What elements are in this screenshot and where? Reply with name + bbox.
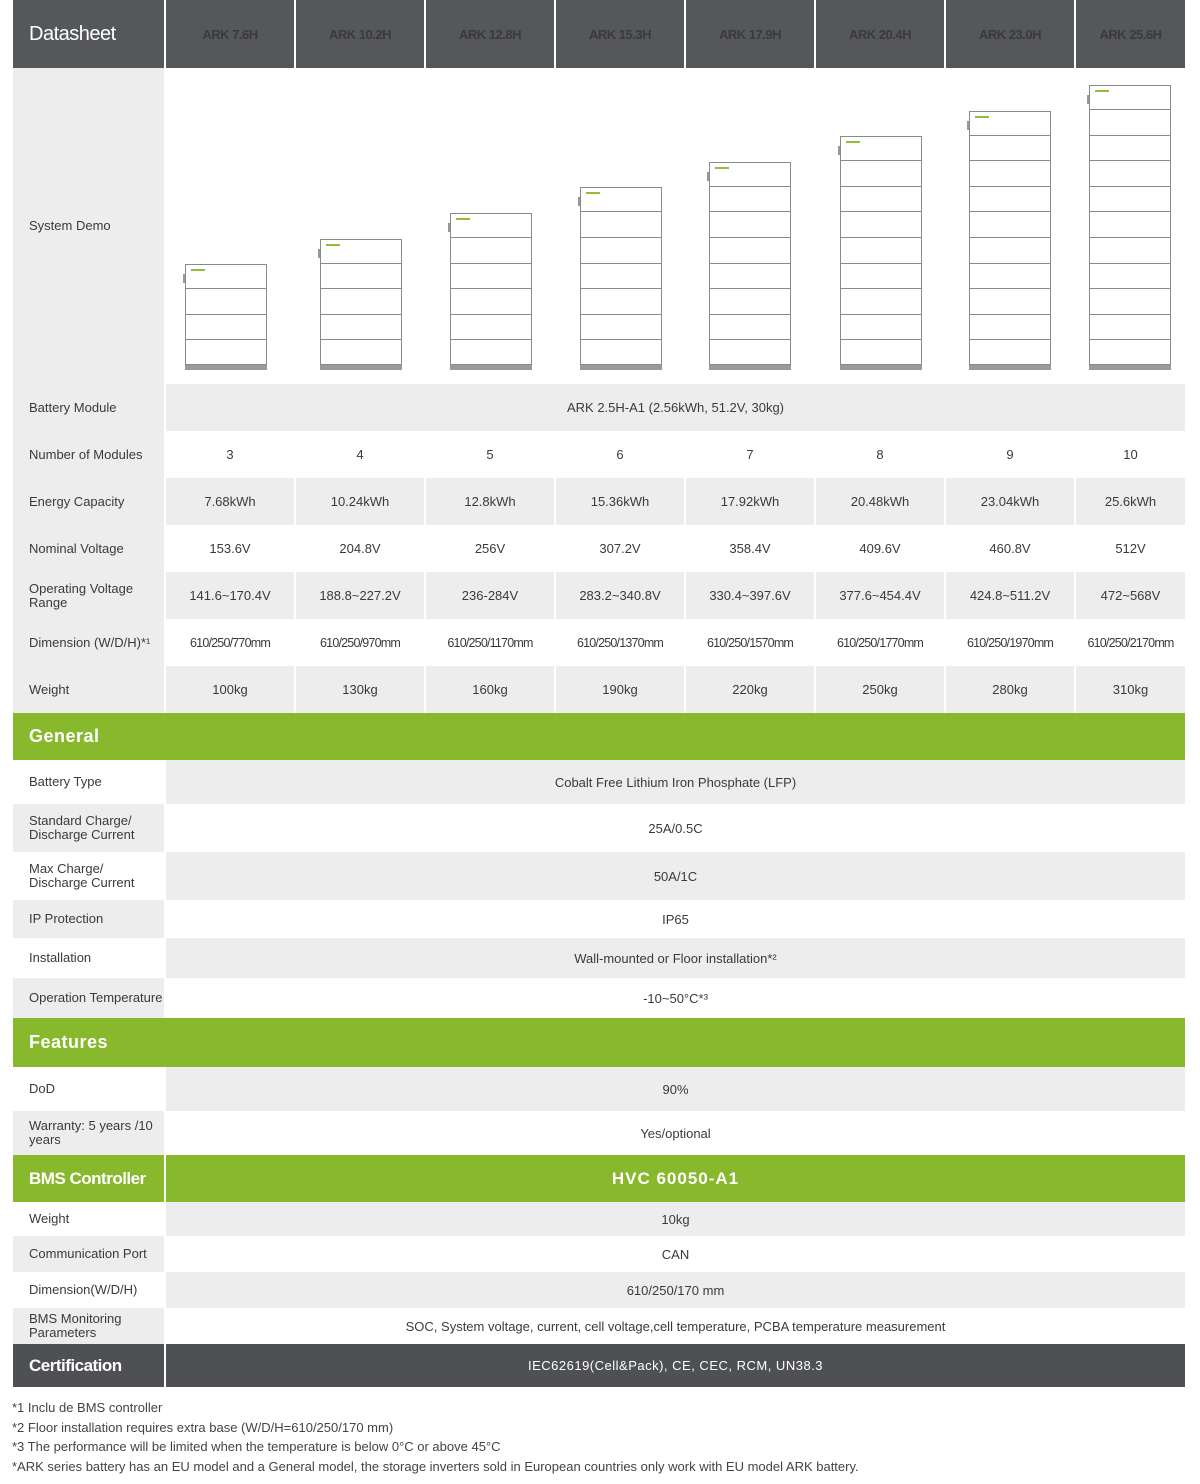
battery-module-shape — [450, 339, 532, 365]
battery-stack-image — [1089, 85, 1171, 370]
bms-controller-shape — [185, 264, 267, 288]
spec-row-weight — [13, 666, 1185, 713]
battery-module-shape — [840, 160, 922, 186]
bms-controller-shape — [580, 187, 662, 211]
battery-module-shape — [185, 314, 267, 340]
spec-row — [13, 852, 1185, 900]
stack-base-shape — [450, 365, 532, 370]
spec-value: 10kg — [661, 1211, 690, 1227]
spec-value: 280kg — [946, 666, 1076, 713]
battery-module-shape — [709, 339, 791, 365]
spec-value: ARK 2.5H-A1 (2.56kWh, 51.2V, 30kg) — [566, 400, 785, 415]
battery-module-shape — [709, 314, 791, 340]
battery-module-shape — [969, 160, 1051, 186]
spec-value: 220kg — [686, 666, 816, 713]
spec-value: 8 — [816, 431, 946, 478]
spec-value: 5 — [426, 431, 556, 478]
spec-label: Dimension (W/D/H)*¹ — [13, 619, 166, 666]
battery-module-shape — [709, 237, 791, 263]
battery-module-shape — [969, 263, 1051, 289]
system-demo-images — [166, 68, 1185, 384]
spec-label: Communication Port — [13, 1236, 166, 1272]
spec-value: 90% — [662, 1081, 689, 1097]
spec-row — [13, 1272, 1185, 1308]
battery-module-shape — [969, 211, 1051, 237]
spec-value: 472~568V — [1100, 588, 1161, 603]
spec-value: 188.8~227.2V — [296, 572, 426, 619]
battery-module-shape — [450, 314, 532, 340]
spec-row — [13, 804, 1185, 852]
battery-module-shape — [840, 263, 922, 289]
spec-row-battery-module — [13, 384, 1185, 431]
battery-module-shape — [185, 288, 267, 314]
battery-module-shape — [969, 237, 1051, 263]
battery-module-shape — [969, 135, 1051, 161]
spec-value: -10~50°C*³ — [643, 990, 708, 1006]
spec-value: 610/250/2170mm — [1087, 635, 1174, 650]
battery-module-shape — [840, 237, 922, 263]
spec-row-nominal-voltage — [13, 525, 1185, 572]
spec-value: 160kg — [426, 666, 556, 713]
section-bms — [13, 1155, 1185, 1202]
battery-module-shape — [709, 288, 791, 314]
battery-module-shape — [580, 314, 662, 340]
bms-controller-shape — [1089, 85, 1171, 109]
battery-module-shape — [320, 263, 402, 289]
model-header: ARK 12.8H — [426, 0, 556, 68]
battery-module-shape — [320, 339, 402, 365]
battery-module-shape — [840, 314, 922, 340]
spec-value: 377.6~454.4V — [816, 572, 946, 619]
spec-value: 610/250/770mm — [166, 619, 296, 666]
spec-value: 25.6kWh — [1104, 494, 1157, 509]
spec-label: Weight — [13, 1202, 166, 1236]
spec-row — [13, 900, 1185, 938]
spec-value: 25A/0.5C — [648, 820, 703, 836]
battery-stack-image — [185, 264, 267, 370]
system-demo-row — [13, 68, 1185, 384]
spec-value: 330.4~397.6V — [686, 572, 816, 619]
certification-label: Certification — [13, 1344, 166, 1387]
spec-label: Operating Voltage Range — [13, 572, 166, 619]
stack-base-shape — [580, 365, 662, 370]
battery-stack-image — [450, 213, 532, 370]
spec-label: Operation Temperature — [13, 978, 166, 1018]
model-header: ARK 20.4H — [816, 0, 946, 68]
spec-row — [13, 1236, 1185, 1272]
battery-module-shape — [450, 288, 532, 314]
spec-label: Battery Module — [13, 384, 166, 431]
spec-label: Number of Modules — [13, 431, 166, 478]
battery-module-shape — [1089, 314, 1171, 340]
spec-value: 7 — [686, 431, 816, 478]
spec-value: 236-284V — [426, 572, 556, 619]
spec-value: 10 — [1123, 447, 1138, 462]
footnote: *1 Inclu de BMS controller — [12, 1400, 163, 1415]
spec-label: Dimension(W/D/H) — [13, 1272, 166, 1308]
spec-value: 204.8V — [296, 525, 426, 572]
bms-model: HVC 60050-A1 — [611, 1168, 740, 1188]
spec-value: 9 — [946, 431, 1076, 478]
battery-module-shape — [580, 288, 662, 314]
battery-module-shape — [840, 211, 922, 237]
battery-module-shape — [1089, 288, 1171, 314]
system-demo-label: System Demo — [13, 68, 166, 384]
bms-controller-shape — [709, 162, 791, 186]
battery-module-shape — [1089, 135, 1171, 161]
spec-label: Weight — [13, 666, 166, 713]
spec-row — [13, 938, 1185, 978]
battery-module-shape — [969, 288, 1051, 314]
battery-module-shape — [580, 211, 662, 237]
battery-module-shape — [1089, 160, 1171, 186]
battery-module-shape — [709, 211, 791, 237]
spec-value: 512V — [1115, 541, 1146, 556]
certification-value: IEC62619(Cell&Pack), CE, CEC, RCM, UN38.3 — [527, 1358, 824, 1373]
spec-value: 10.24kWh — [296, 478, 426, 525]
spec-label: Battery Type — [13, 760, 166, 804]
spec-row-dimension — [13, 619, 1185, 666]
spec-value: 460.8V — [946, 525, 1076, 572]
spec-value: 6 — [556, 431, 686, 478]
spec-value: 190kg — [556, 666, 686, 713]
battery-module-shape — [1089, 263, 1171, 289]
footnote: *2 Floor installation requires extra base (W/D/H=610/250/170 mm) — [12, 1419, 394, 1435]
stack-base-shape — [840, 365, 922, 370]
bms-controller-shape — [320, 239, 402, 263]
battery-module-shape — [1089, 211, 1171, 237]
bms-controller-shape — [969, 111, 1051, 135]
battery-module-shape — [969, 314, 1051, 340]
model-header: ARK 7.6H — [166, 0, 296, 68]
battery-module-shape — [969, 186, 1051, 212]
spec-value: 409.6V — [816, 525, 946, 572]
battery-module-shape — [1089, 237, 1171, 263]
spec-value: IP65 — [662, 911, 689, 927]
battery-module-shape — [450, 237, 532, 263]
spec-label: BMS Monitoring Parameters — [13, 1308, 166, 1344]
spec-label: Installation — [13, 938, 166, 978]
spec-value: Yes/optional — [640, 1125, 711, 1141]
stack-base-shape — [320, 365, 402, 370]
model-header: ARK 25.6H — [1099, 26, 1162, 42]
spec-row — [13, 1111, 1185, 1155]
battery-module-shape — [450, 263, 532, 289]
datasheet-title: Datasheet — [13, 0, 166, 68]
spec-row-energy-capacity — [13, 478, 1185, 525]
model-header: ARK 15.3H — [556, 0, 686, 68]
spec-label: IP Protection — [13, 900, 166, 938]
spec-row — [13, 1308, 1185, 1344]
spec-value: 250kg — [816, 666, 946, 713]
battery-module-shape — [185, 339, 267, 365]
spec-value: CAN — [661, 1246, 690, 1262]
spec-label: Energy Capacity — [13, 478, 166, 525]
battery-module-shape — [580, 263, 662, 289]
spec-value: 15.36kWh — [556, 478, 686, 525]
battery-module-shape — [1089, 186, 1171, 212]
spec-label: DoD — [13, 1067, 166, 1111]
battery-module-shape — [969, 339, 1051, 365]
spec-row — [13, 978, 1185, 1018]
battery-module-shape — [320, 288, 402, 314]
spec-row — [13, 1202, 1185, 1236]
model-header: ARK 23.0H — [946, 0, 1076, 68]
header-row — [13, 0, 1185, 68]
section-general: General — [13, 713, 1185, 760]
certification-row — [13, 1344, 1185, 1387]
spec-value: 50A/1C — [653, 868, 698, 884]
spec-value: 610/250/170 mm — [626, 1282, 725, 1298]
bms-controller-shape — [840, 136, 922, 160]
model-header: ARK 10.2H — [296, 0, 426, 68]
battery-module-shape — [1089, 109, 1171, 135]
stack-base-shape — [969, 365, 1051, 370]
spec-value: 283.2~340.8V — [556, 572, 686, 619]
spec-row-number-of-modules — [13, 431, 1185, 478]
spec-value: Cobalt Free Lithium Iron Phosphate (LFP) — [554, 774, 797, 790]
spec-value: 7.68kWh — [166, 478, 296, 525]
spec-value: 310kg — [1112, 682, 1149, 697]
spec-value: 610/250/1370mm — [556, 619, 686, 666]
battery-module-shape — [580, 237, 662, 263]
battery-stack-image — [580, 187, 662, 370]
spec-value: 141.6~170.4V — [166, 572, 296, 619]
battery-stack-image — [709, 162, 791, 370]
battery-module-shape — [709, 263, 791, 289]
battery-stack-image — [320, 239, 402, 370]
battery-module-shape — [320, 314, 402, 340]
spec-value: 358.4V — [686, 525, 816, 572]
spec-value: 610/250/1170mm — [426, 619, 556, 666]
stack-base-shape — [709, 365, 791, 370]
spec-value: 153.6V — [166, 525, 296, 572]
bms-controller-shape — [450, 213, 532, 237]
stack-base-shape — [1089, 365, 1171, 370]
section-features: Features — [13, 1018, 1185, 1067]
spec-value: 100kg — [166, 666, 296, 713]
spec-value: SOC, System voltage, current, cell voltage,cell temperature, PCBA temperature measurement — [405, 1318, 946, 1334]
model-header: ARK 17.9H — [686, 0, 816, 68]
battery-module-shape — [840, 339, 922, 365]
battery-module-shape — [840, 288, 922, 314]
spec-row-operating-voltage — [13, 572, 1185, 619]
spec-label: Warranty: 5 years /10 years — [13, 1111, 166, 1155]
spec-value: 424.8~511.2V — [946, 572, 1076, 619]
spec-row — [13, 1067, 1185, 1111]
spec-value: 610/250/1770mm — [816, 619, 946, 666]
spec-value: 20.48kWh — [816, 478, 946, 525]
spec-value: 23.04kWh — [946, 478, 1076, 525]
datasheet-table — [13, 0, 1185, 1387]
spec-value: 3 — [166, 431, 296, 478]
spec-label: Max Charge/ Discharge Current — [13, 852, 166, 900]
bms-title: BMS Controller — [13, 1155, 166, 1202]
battery-module-shape — [709, 186, 791, 212]
footnote: *ARK series battery has an EU model and a General model, the storage inverters sold in European countries only work with EU model ARK battery. — [12, 1458, 859, 1474]
spec-row — [13, 760, 1185, 804]
spec-value: 256V — [426, 525, 556, 572]
footnote: *3 The performance will be limited when the temperature is below 0°C or above 45°C — [12, 1439, 501, 1454]
spec-value: 610/250/970mm — [296, 619, 426, 666]
spec-value: 610/250/1570mm — [686, 619, 816, 666]
spec-value: Wall-mounted or Floor installation*² — [574, 950, 777, 966]
spec-value: 130kg — [296, 666, 426, 713]
spec-label: Standard Charge/ Discharge Current — [13, 804, 166, 852]
battery-module-shape — [580, 339, 662, 365]
stack-base-shape — [185, 365, 267, 370]
battery-stack-image — [969, 111, 1051, 370]
battery-module-shape — [840, 186, 922, 212]
spec-value: 4 — [296, 431, 426, 478]
spec-value: 17.92kWh — [686, 478, 816, 525]
battery-stack-image — [840, 136, 922, 370]
spec-value: 610/250/1970mm — [946, 619, 1076, 666]
spec-label: Nominal Voltage — [13, 525, 166, 572]
footnotes — [12, 1398, 859, 1476]
spec-value: 12.8kWh — [426, 478, 556, 525]
battery-module-shape — [1089, 339, 1171, 365]
spec-value: 307.2V — [556, 525, 686, 572]
